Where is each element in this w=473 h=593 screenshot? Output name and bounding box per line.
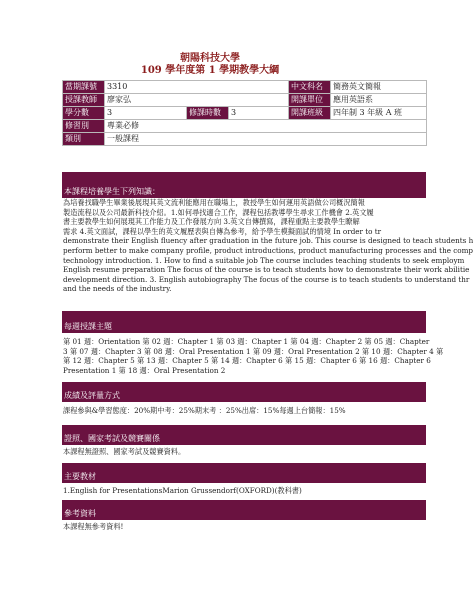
goals-line: 製造流程以及公司最新科技介紹。1.如何尋找適合工作，課程包括教導學生尋求工作機會 2.英文履	[63, 207, 374, 217]
weekly-line: 3 第 07 週：Chapter 3 第 08 週：Oral Presentation 1 第 09 週：Oral Presentation 2 第 10 週：Chapter 4 第	[63, 346, 444, 356]
cert-header-band	[62, 425, 426, 433]
goals-line: development direction. 3. English autobiography The focus of the course is to teach students to understand thr	[63, 274, 470, 284]
cert-line: 本課程無證照、國家考試及競賽資料。	[63, 447, 186, 456]
grading-heading: 成績及評量方式	[62, 390, 426, 402]
dept-value: 應用英語系	[331, 94, 427, 107]
weekly-line: 第 01 週：Orientation 第 02 週：Chapter 1 第 03 週：Chapter 1 第 04 週：Chapter 2 第 05 週：Chapter	[63, 337, 430, 346]
course-code-value: 3310	[105, 81, 289, 94]
goals-line: 書主要教學生如何展現其工作能力及工作發展方向 3.英文自傳撰寫，課程重點主要教學生瞭解	[63, 217, 360, 227]
goals-body	[63, 198, 473, 294]
goals-line: English resume preparation The focus of the course is to teach students how to demonstrate their work abilitie	[63, 265, 470, 275]
type-value: 一般課程	[105, 133, 427, 146]
school-name: 朝陽科技大學	[180, 53, 240, 64]
class-value: 四年制 3 年級 A 班	[331, 107, 427, 120]
chinese-name-label: 中文科名	[289, 81, 331, 94]
weekly-line: Presentation 1 第 18 週：Oral Presentation 2	[63, 365, 226, 375]
reference-header-band	[62, 500, 426, 508]
type-label: 類別	[63, 133, 105, 146]
course-code-label: 當期課號	[63, 81, 105, 94]
goals-header-band	[62, 172, 426, 186]
info-row-5	[63, 133, 427, 146]
textbook-line: 1.English for PresentationsMarion Grussendorf(OXFORD)(教科書)	[63, 486, 302, 495]
category-label: 修習別	[63, 120, 105, 133]
grading-line: 課程參與&學習態度：20%期中考：25%期末考 ：25%出席：15%每週上台簡報：15%	[63, 406, 346, 415]
info-row-3	[63, 107, 427, 120]
info-row-2	[63, 94, 427, 107]
goals-line: perform better to make company profile, product introductions, product manufacturing processes and the comp	[63, 245, 473, 255]
reference-heading: 參考資料	[62, 508, 426, 520]
goals-line: 為培養找職學生畢業後展現其英文流利能應用在職場上，教授學生如何運用英語做公司概況簡報	[63, 198, 365, 207]
cert-body	[63, 447, 423, 457]
weekly-body	[63, 337, 444, 375]
grading-header-band	[62, 382, 426, 390]
grading-body	[63, 406, 423, 416]
goals-line: demonstrate their English fluency after graduation in the future job. This course is designed to teach students h	[63, 236, 473, 246]
info-row-1	[63, 81, 427, 94]
dept-label: 開課單位	[289, 94, 331, 107]
course-info-table	[62, 80, 427, 146]
reference-line: 本課程無參考資料!	[63, 522, 124, 531]
chinese-name-value: 簡務英文簡報	[331, 81, 427, 94]
info-row-4	[63, 120, 427, 133]
goals-line: technology introduction. 1. How to find a suitable job The course includes teaching students to seek employm	[63, 255, 465, 265]
goals-line: and the needs of the industry.	[63, 284, 172, 294]
weekly-heading: 每週授課主題	[62, 321, 426, 333]
weekly-line: 第 12 週：Chapter 5 第 13 週：Chapter 5 第 14 週：Chapter 6 第 15 週：Chapter 6 第 16 週：Chapter 6	[63, 356, 431, 366]
credits-value: 3	[105, 107, 187, 120]
textbook-heading: 主要教材	[62, 471, 426, 483]
class-label: 開課班級	[289, 107, 331, 120]
instructor-label: 授課教師	[63, 94, 105, 107]
weekly-header-band	[62, 311, 426, 321]
reference-body	[63, 522, 423, 532]
goals-heading: 本課程培養學生下列知識：	[62, 186, 426, 198]
category-value: 專業必修	[105, 120, 427, 133]
textbook-header-band	[62, 463, 426, 471]
textbook-body	[63, 486, 423, 496]
term-title: 109 學年度第 1 學期教學大綱	[140, 65, 280, 76]
hours-value: 3	[229, 107, 289, 120]
goals-line: 需求 4.英文面試，課程以學生的英文履歷表與自傳為參考，給予學生模擬面試的情境 In order to tr	[63, 226, 382, 236]
credits-label: 學分數	[63, 107, 105, 120]
instructor-value: 廖家弘	[105, 94, 289, 107]
hours-label: 修課時數	[187, 107, 229, 120]
cert-heading: 證照、國家考試及競賽關係	[62, 433, 426, 445]
